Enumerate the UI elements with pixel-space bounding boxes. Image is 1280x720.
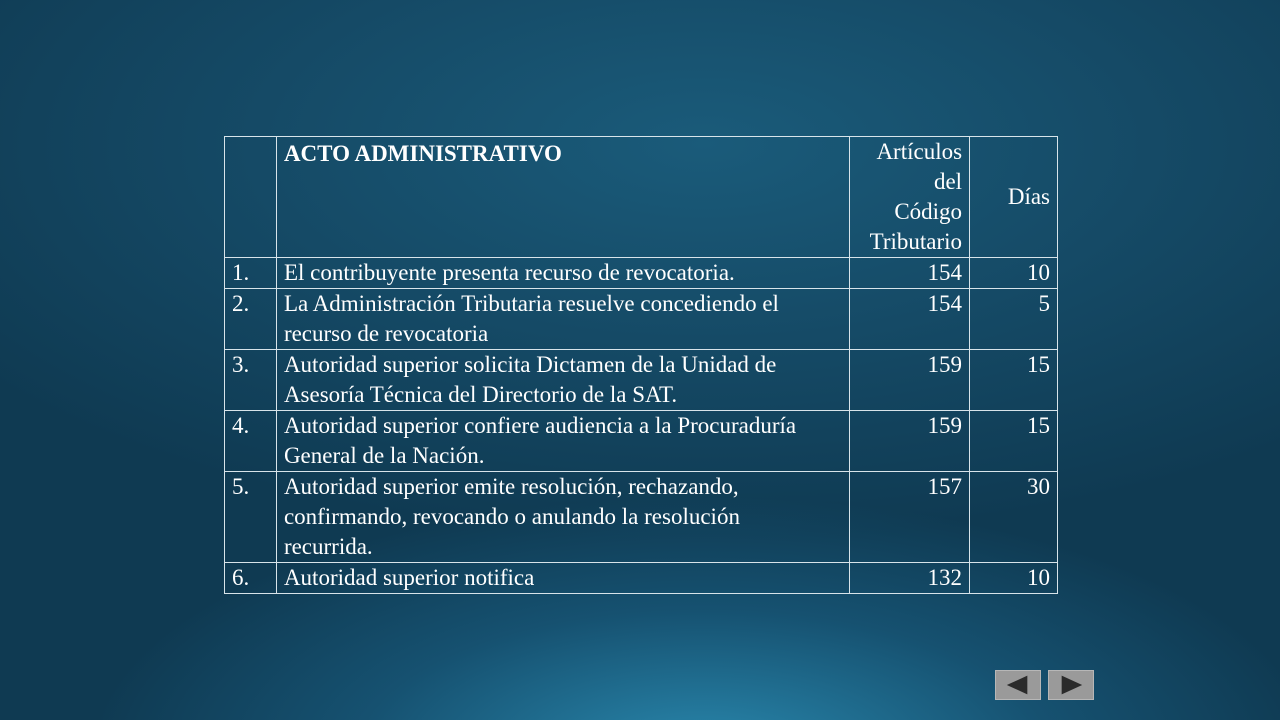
row-act-line: General de la Nación. — [283, 443, 485, 468]
row-number: 5. — [225, 472, 277, 563]
table-row — [225, 472, 1058, 563]
previous-slide-button[interactable] — [995, 670, 1041, 700]
row-act — [276, 350, 849, 411]
header-act-cell — [276, 137, 849, 258]
row-act-line: Asesoría Técnica del Directorio de la SAT. — [283, 382, 678, 407]
table-row — [225, 563, 1058, 594]
table-row — [225, 289, 1058, 350]
row-act — [276, 411, 849, 472]
table-row — [225, 258, 1058, 289]
row-number: 3. — [225, 350, 277, 411]
header-number-cell — [225, 137, 277, 258]
row-article: 154 — [850, 289, 970, 350]
row-act-line: Autoridad superior solicita Dictamen de la Unidad de — [283, 352, 777, 377]
row-article: 154 — [850, 258, 970, 289]
row-days: 10 — [970, 258, 1058, 289]
row-act-line: Autoridad superior confiere audiencia a la Procuraduría — [283, 413, 797, 438]
table-header-row — [225, 137, 1058, 258]
row-act-line: recurso de revocatoria — [283, 321, 489, 346]
row-article: 132 — [850, 563, 970, 594]
row-act-line: Autoridad superior notifica — [283, 565, 535, 590]
row-number: 2. — [225, 289, 277, 350]
row-act-line: El contribuyente presenta recurso de revocatoria. — [283, 260, 735, 285]
row-act-line: recurrida. — [283, 534, 373, 559]
row-days: 30 — [970, 472, 1058, 563]
triangle-left-icon — [996, 671, 1040, 699]
header-articles-cell — [850, 137, 970, 258]
row-act — [276, 258, 849, 289]
row-number: 6. — [225, 563, 277, 594]
row-days: 10 — [970, 563, 1058, 594]
row-act-line: La Administración Tributaria resuelve concediendo el — [283, 291, 779, 316]
header-act-label: ACTO ADMINISTRATIVO — [283, 141, 562, 166]
acts-table — [224, 136, 1058, 594]
table-row — [225, 350, 1058, 411]
row-act-line: confirmando, revocando o anulando la resolución — [283, 504, 740, 529]
row-number: 4. — [225, 411, 277, 472]
row-article: 157 — [850, 472, 970, 563]
row-article: 159 — [850, 350, 970, 411]
header-articles-line: Código — [894, 199, 963, 224]
row-act — [276, 472, 849, 563]
header-articles-line: del — [933, 169, 963, 194]
header-articles-line: Tributario — [869, 229, 963, 254]
row-days: 5 — [970, 289, 1058, 350]
header-articles-line: Artículos — [876, 139, 963, 164]
row-article: 159 — [850, 411, 970, 472]
row-number: 1. — [225, 258, 277, 289]
row-act-line: Autoridad superior emite resolución, rechazando, — [283, 474, 739, 499]
row-act — [276, 289, 849, 350]
row-days: 15 — [970, 411, 1058, 472]
table-row — [225, 411, 1058, 472]
row-days: 15 — [970, 350, 1058, 411]
next-slide-button[interactable] — [1048, 670, 1094, 700]
header-days-cell: Días — [970, 137, 1058, 258]
triangle-right-icon — [1049, 671, 1093, 699]
row-act — [276, 563, 849, 594]
